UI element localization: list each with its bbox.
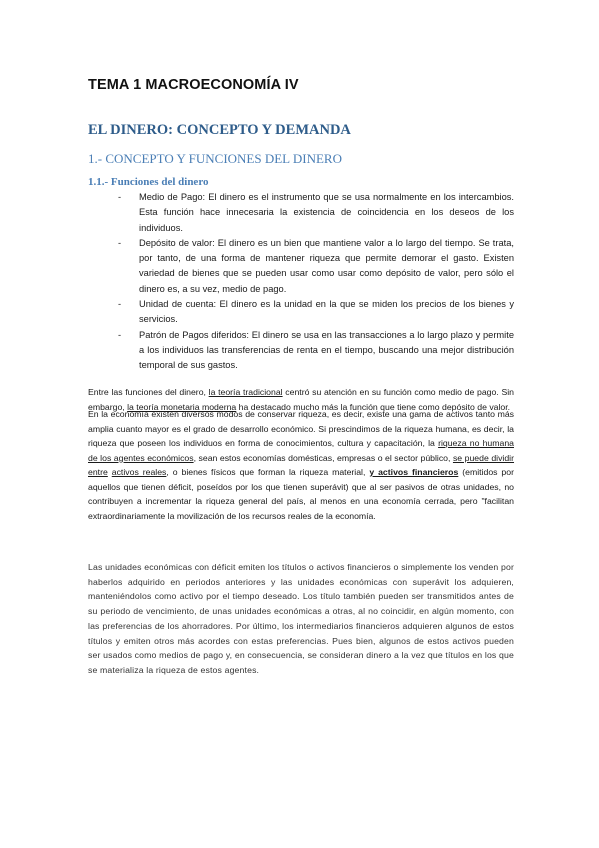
document-title: TEMA 1 MACROECONOMÍA IV xyxy=(88,77,299,93)
text-run: centró su atención en su función como medio de pago. Sin embargo, xyxy=(88,387,514,412)
text-run: ha destacado mucho más la función que tiene como depósito de valor. xyxy=(236,401,511,412)
paragraph-deficit-units: Las unidades económicas con déficit emiten los títulos o activos financieros o simplemente los venden por haberlos adquirido en periodos anteriores y las unidades económicas con superávit los adquieren, manteniéndolos como activo por el tiempo deseado. Los título también pueden ser transmitidos antes de su periodo de vencimiento, de unas unidades económicas a otras, al no coincidir, en algún momento, con las preferencias de los ahorradores. Por último, los intermediarios financieros adquieren algunos de estos títulos y emiten otros más acordes con estas preferencias. Pues bien, algunos de estos activos pueden ser usados como medios de pago y, en consecuencia, se consideran dinero a la vez que títulos en los que se materializa la riqueza de estos agentes. xyxy=(88,562,514,675)
underlined-term: activos reales xyxy=(111,467,167,477)
underlined-term: riqueza no humana de los agentes económicos xyxy=(88,438,514,463)
text-run: , o bienes físicos que forman la riqueza material, xyxy=(166,467,370,477)
list-item: - Patrón de Pagos diferidos: El dinero se usa en las transacciones a lo largo plazo y permite a los individuos las transferencias de renta en el tiempo, buscando una mejor distribución temporal de sus gastos. xyxy=(118,328,514,374)
underlined-term: la teoría monetaria moderna xyxy=(127,401,237,412)
text-run: , sean estos economías domésticas, empresas o el sector público, xyxy=(193,452,453,463)
text-run: Entre las funciones del dinero, xyxy=(88,387,209,397)
subsubsection-heading: 1.1.- Funciones del dinero xyxy=(88,176,209,188)
underlined-term: la teoría tradicional xyxy=(208,387,283,397)
underlined-term: se puede dividir entre xyxy=(88,452,515,477)
subsection-heading: 1.- CONCEPTO Y FUNCIONES DEL DINERO xyxy=(88,151,342,166)
list-item: - Unidad de cuenta: El dinero es la unidad en la que se miden los precios de los bienes y servicios. xyxy=(118,297,514,328)
underlined-term: y activos financieros xyxy=(369,467,459,477)
list-item: - Medio de Pago: El dinero es el instrumento que se usa normalmente en los intercambios. Esta función hace innecesaria la existencia de coincidencia en los deseos de los individuos. xyxy=(118,190,514,236)
paragraph-wealth xyxy=(88,407,514,523)
functions-list xyxy=(118,190,514,374)
section-heading: EL DINERO: CONCEPTO Y DEMANDA xyxy=(88,122,351,138)
list-item: - Depósito de valor: El dinero es un bien que mantiene valor a lo largo del tiempo. Se trata, por tanto, de una forma de mantener riqueza que permite demorar el gasto. Existen variedad de bienes que se pueden usar como usar como depósito de valor, pero sólo el dinero es, a su vez, medio de pago. xyxy=(118,236,514,297)
text-run: (emitidos por aquellos que tienen déficit, poseídos por los que tienen superávit) que al ser pasivos de otras unidades, no contribuyen a incrementar la riqueza general del país, al menos en una economía cerrada, pero "facilitan extraordinariamente la movilización de los recursos reales de la economía. xyxy=(88,467,514,521)
text-run: En la economía existen diversos modos de conservar riqueza, es decir, existe una gama de activos tanto más amplia cuanto mayor es el grado de desarrollo económico. Si prescindimos de la riqueza humana, es decir, la riqueza que poseen los individuos en forma de conocimientos, cultura y capacitación, la xyxy=(88,409,514,448)
